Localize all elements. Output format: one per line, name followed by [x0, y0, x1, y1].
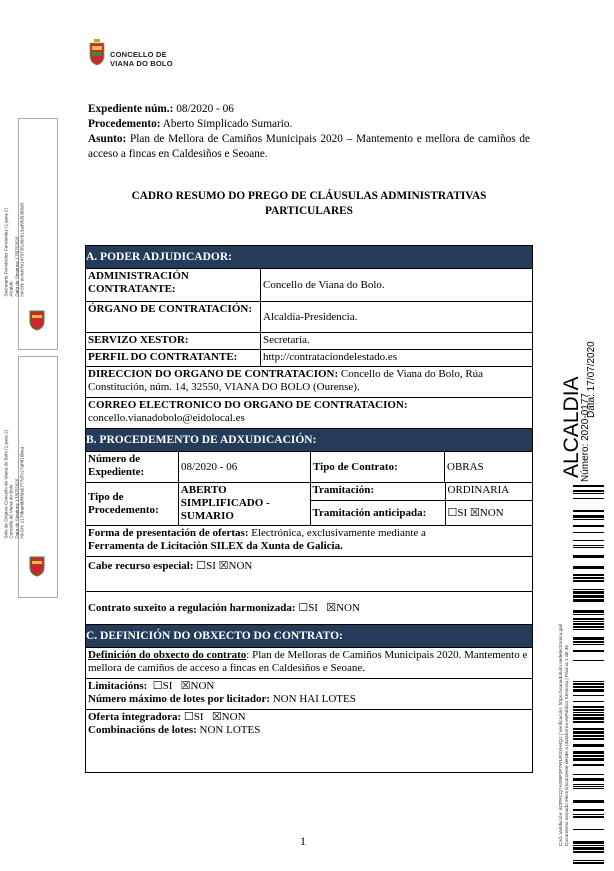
validation-note-1: Cod. Validación: 6CPRCQ7ASNP2P7WLRSXH4QJ | Verificación: https://vianadobolo.sedelectronica.gal/ [559, 623, 564, 846]
combinacions-value: NON LOTES [196, 724, 261, 736]
numero-value: 08/2020 - 06 [178, 452, 310, 482]
tipo-proc-label: Tipo de Procedemento: [88, 491, 159, 516]
administracion-value: Concello de Viana do Bolo. [260, 269, 532, 301]
section-b-heading: B. PROCEDEMENTO DE ADXUDICACIÓN: [86, 428, 532, 451]
tramitacion-value: ORDINARIA [445, 483, 532, 500]
registry-number: Número: 2020-0177 [580, 393, 591, 482]
title-line-2: PARTICULARES [265, 205, 353, 217]
harmonizada-value[interactable]: ☐SI ☒NON [295, 601, 360, 614]
stamp2-line2: Concello de Viana do Bolo [8, 484, 14, 539]
combinacions-label: Combinacións de lotes: [88, 724, 197, 736]
stamp1-line4: HASH: ec4cb7e147373f190c613ad9fd3368d3 [19, 203, 25, 297]
asunto-label: Asunto: [88, 133, 127, 145]
organo-value: Alcaldía-Presidencia. [260, 302, 532, 332]
oferta-label: Oferta integradora: [88, 711, 182, 723]
section-c-heading: C. DEFINICIÓN DO OBXECTO DO CONTRATO: [86, 624, 532, 647]
limitacions-label: Limitacións: [88, 680, 148, 692]
forma-value: Electrónica, exclusivamente mediante a [248, 527, 426, 539]
logo-line-1: CONCELLO DE [110, 50, 167, 59]
oferta-value[interactable]: ☐SI ☒NON [181, 711, 246, 723]
recurso-value[interactable]: ☐SI ☒NON [193, 560, 253, 572]
signature-stamp-2 [3, 356, 58, 598]
harmonizada-label: Contrato suxeito a regulación harmonizada: [88, 601, 296, 614]
tipo-contrato-value: OBRAS [444, 452, 532, 482]
procedemento-label: Procedemento: [88, 118, 161, 130]
section-a-heading: A. PODER ADJUDICADOR: [86, 246, 532, 268]
title-line-1: CADRO RESUMO DO PREGO DE CLÁUSULAS ADMINISTRATIVAS [131, 190, 487, 202]
perfil-label: PERFIL DO CONTRATANTE: [88, 351, 238, 363]
servizo-label: SERVIZO XESTOR: [88, 334, 189, 346]
correo-value: concello.vianadobolo@eidolocal.es [88, 412, 245, 424]
forma-label: Forma de presentación de ofertas: [88, 527, 249, 539]
validation-note [559, 624, 571, 846]
expediente-value: 08/2020 - 06 [173, 103, 234, 115]
definicion-value: : Plan de Melloras de Camiños Municipais 2020. Mantemento e mellora de camiños de acceso a fincas en Caldesiños e Seoane. [88, 649, 528, 674]
stamp2-line3: Data de Sinatura: 17/07/2020 [14, 478, 20, 539]
tipo-contrato-label: Tipo de Contrato: [310, 452, 444, 482]
stamp-crest-icon [27, 309, 47, 331]
council-logo [88, 38, 193, 74]
tipo-proc-value: ABERTO SIMPLIFICADO - SUMARIO [178, 483, 310, 525]
validation-note-2: Documento asinado electrónicamente desde a plataforma esPublico Xestiona | Páxina 1 de 35 [565, 645, 570, 846]
stamp1-line3: Data de Sinatura: 17/07/2020 [14, 236, 20, 297]
tram-anticipada-value[interactable]: ☐SI ☒NON [445, 501, 532, 525]
expediente-label: Expediente núm.: [88, 103, 174, 115]
servizo-value: Secretaría. [260, 333, 532, 349]
stamp2-line4: HASH: 2174bae8bf4fda0777d7c27af4f16bea [19, 447, 25, 539]
registry-date: Data: 17/07/2020 [586, 341, 597, 418]
maximo-value: NON HAI LOTES [269, 693, 356, 705]
document-meta [88, 102, 530, 162]
definicion-label: Definición do obxecto do contrato [88, 649, 247, 661]
recurso-label: Cabe recurso especial: [88, 560, 194, 572]
direccion-label: DIRECCION DO ORGANO DE CONTRATACION: [88, 368, 339, 380]
organo-label: ÓRGANO DE CONTRATACIÓN: [88, 303, 252, 315]
perfil-value[interactable]: http://contrataciondelestado.es [260, 350, 532, 366]
stamp2-line1: Selo de Órgano Concello de Viana do Bolo (2 para 2) [3, 430, 9, 539]
coat-of-arms-icon [88, 38, 106, 66]
tramitacion-label: Tramitación: [312, 484, 375, 496]
asunto-value: Plan de Mellora de Camiños Municipais 2020 – Mantemento e mellora de camiños de acceso a fincas en Caldesiños e Seoane. [88, 133, 530, 160]
department-label: ALCALDIA [560, 376, 583, 478]
maximo-label: Número máximo de lotes por licitador: [88, 693, 270, 705]
stamp1-line2: Alcalde [8, 281, 14, 297]
direccion-value: Concello de Viana do Bolo, Rúa Constitución, núm. 14, 32550, VIANA DO BOLO (Ourense). [88, 368, 484, 393]
stamp1-line1: Secretario Fernández Fernández (1 para 2) [3, 208, 9, 297]
barcode-icon [573, 485, 604, 867]
forma-value-2: Ferramenta de Licitación SILEX da Xunta de Galicia. [88, 540, 343, 552]
summary-table [85, 245, 533, 773]
logo-line-2: VIANA DO BOLO [110, 59, 173, 68]
signature-stamp-1 [3, 118, 58, 350]
document-title [88, 189, 530, 219]
correo-label: CORREO ELECTRONICO DO ORGANO DE CONTRATACION: [88, 399, 408, 411]
procedemento-value: Aberto Simplicado Sumario. [160, 118, 293, 130]
tram-anticipada-label: Tramitación anticipada: [312, 506, 427, 519]
limitacions-value[interactable]: ☐SI ☒NON [147, 680, 215, 692]
numero-label: Número de Expediente: [88, 453, 145, 478]
page-number: 1 [300, 834, 306, 848]
stamp-crest-icon [27, 555, 47, 577]
administracion-label: ADMINISTRACIÓN CONTRATANTE: [88, 270, 189, 295]
